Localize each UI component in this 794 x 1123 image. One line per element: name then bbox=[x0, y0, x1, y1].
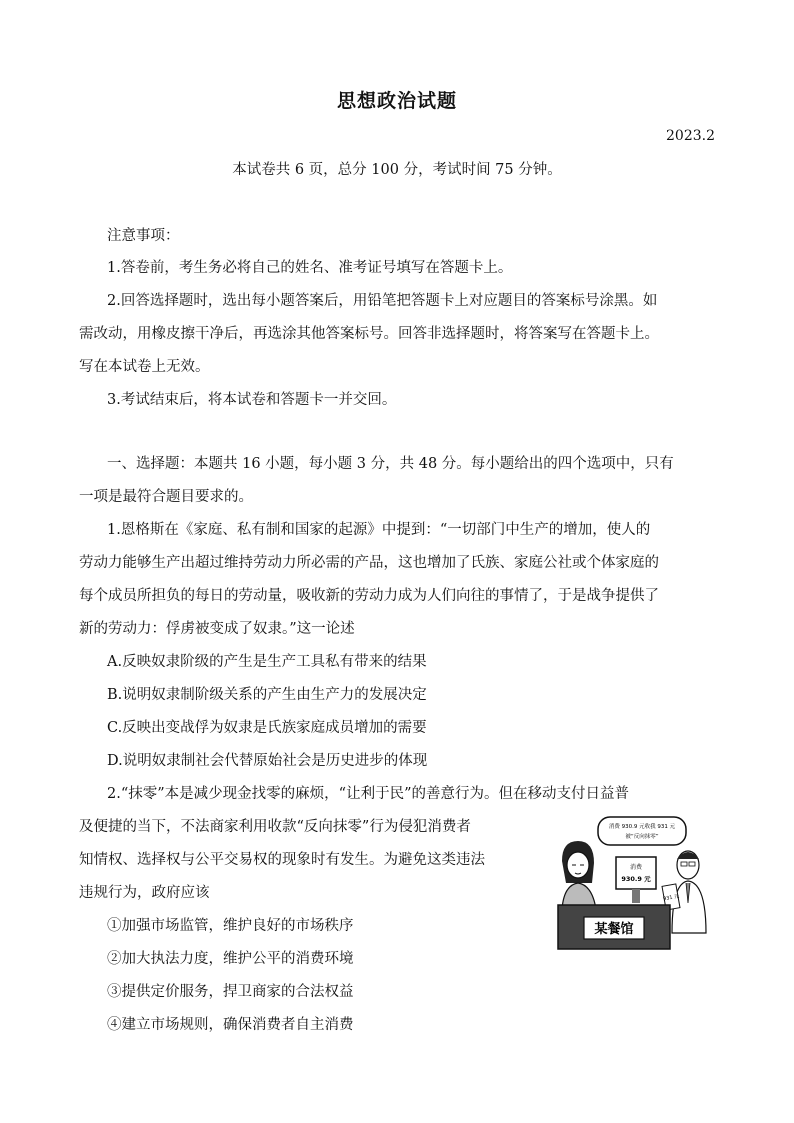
q1-stem-line-4: 新的劳动力：俘虏被变成了奴隶。”这一论述 bbox=[79, 621, 355, 637]
screen-amount: 930.9 元 bbox=[621, 875, 651, 883]
notice-item-2-line-3: 写在本试卷上无效。 bbox=[79, 359, 210, 375]
q2-stem-line-3: 知情权、选择权与公平交易权的现象时有发生。为避免这类违法 bbox=[79, 852, 485, 868]
q1-option-a: A.反映奴隶阶级的产生是生产工具私有带来的结果 bbox=[107, 654, 427, 670]
section-intro-line-2: 一项是最符合题目要求的。 bbox=[79, 489, 253, 505]
q1-stem-line-2: 劳动力能够生产出超过维持劳动力所必需的产品，这也增加了氏族、家庭公社或个体家庭的 bbox=[79, 555, 659, 571]
notice-item-2-line-2: 需改动，用橡皮擦干净后，再选涂其他答案标号。回答非选择题时，将答案写在答题卡上。 bbox=[79, 326, 659, 342]
notice-heading: 注意事项： bbox=[107, 228, 180, 244]
register-screen bbox=[616, 857, 656, 889]
restaurant-sign-text: 某餐馆 bbox=[594, 922, 634, 937]
q2-option-4: ④建立市场规则，确保消费者自主消费 bbox=[107, 1017, 354, 1033]
q2-option-1: ①加强市场监管，维护良好的市场秩序 bbox=[107, 918, 354, 934]
q2-option-2: ②加大执法力度，维护公平的消费环境 bbox=[107, 951, 354, 967]
notice-item-2-line-1: 2.回答选择题时，选出每小题答案后，用铅笔把答题卡上对应题目的答案标号涂黑。如 bbox=[107, 293, 658, 309]
notice-item-1: 1.答卷前，考生务必将自己的姓名、准考证号填写在答题卡上。 bbox=[107, 260, 513, 276]
q2-option-3: ③提供定价服务，捍卫商家的合法权益 bbox=[107, 984, 354, 1000]
q2-stem-line-4: 违规行为，政府应该 bbox=[79, 885, 210, 901]
restaurant-cartoon bbox=[556, 813, 716, 953]
q1-option-b: B.说明奴隶制阶级关系的产生由生产力的发展决定 bbox=[107, 687, 427, 703]
q1-option-d: D.说明奴隶制社会代替原始社会是历史进步的体现 bbox=[107, 753, 428, 769]
bubble-text-line-1: 消费 930.9 元收我 931 元 bbox=[608, 824, 676, 830]
page-title: 思想政治试题 bbox=[336, 90, 457, 112]
bubble-text-line-2: 被“反向抹零” bbox=[625, 834, 659, 840]
q1-stem-line-3: 每个成员所担负的每日的劳动量，吸收新的劳动力成为人们向往的事情了，于是战争提供了 bbox=[79, 588, 659, 604]
notice-item-3: 3.考试结束后，将本试卷和答题卡一并交回。 bbox=[107, 392, 397, 408]
exam-date: 2023.2 bbox=[666, 128, 715, 144]
speech-bubble bbox=[598, 817, 686, 845]
exam-info: 本试卷共 6 页，总分 100 分，考试时间 75 分钟。 bbox=[232, 162, 562, 178]
q2-stem-line-2: 及便捷的当下，不法商家利用收款“反向抹零”行为侵犯消费者 bbox=[79, 819, 471, 835]
q1-stem-line-1: 1.恩格斯在《家庭、私有制和国家的起源》中提到：“一切部门中生产的增加，使人的 bbox=[107, 522, 651, 538]
q1-option-c: C.反映出变战俘为奴隶是氏族家庭成员增加的需要 bbox=[107, 720, 427, 736]
screen-label: 消费 bbox=[629, 864, 643, 871]
q2-stem-line-1: 2.“抹零”本是减少现金找零的麻烦，“让利于民”的善意行为。但在移动支付日益普 bbox=[107, 786, 629, 802]
receipt-amount: 931 元 bbox=[662, 893, 680, 903]
section-intro-line-1: 一、选择题：本题共 16 小题，每小题 3 分，共 48 分。每小题给出的四个选项中，只有 bbox=[107, 456, 674, 472]
